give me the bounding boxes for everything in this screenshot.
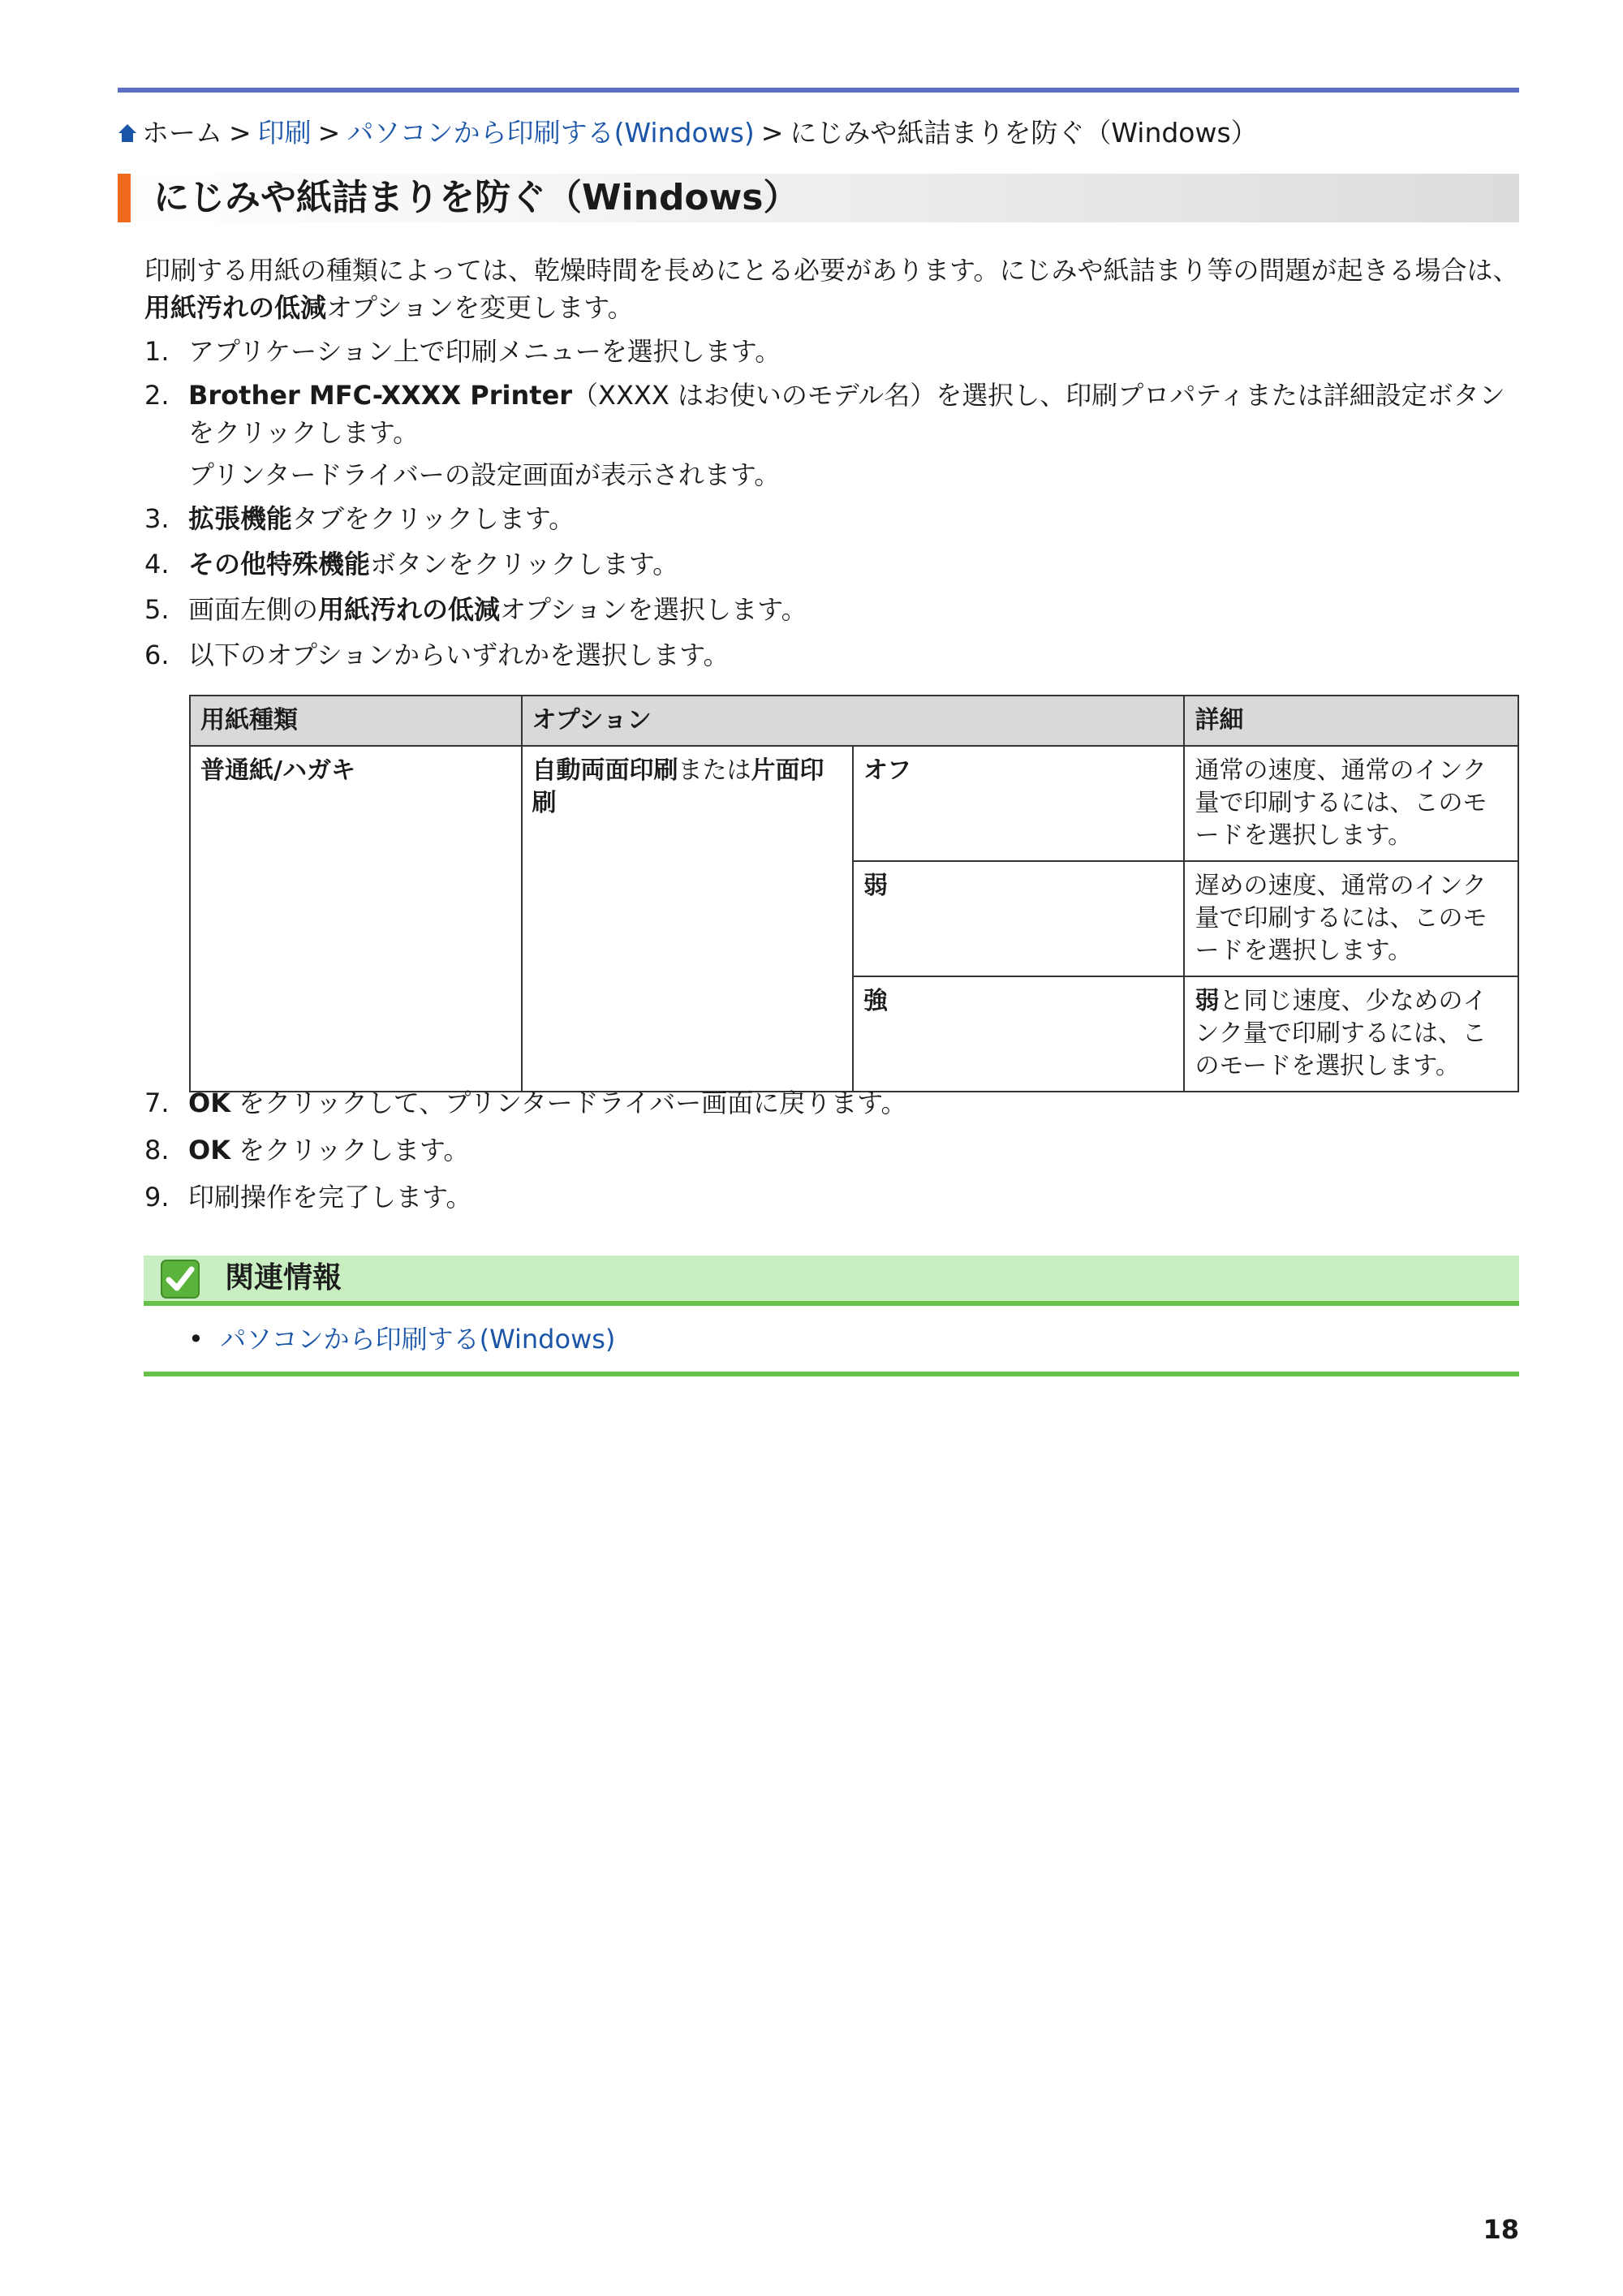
- top-rule: [118, 88, 1519, 93]
- header-paper-type: 用紙種類: [190, 696, 522, 746]
- related-info-header: [144, 1256, 1519, 1306]
- page-number: 18: [1483, 2214, 1519, 2245]
- related-link-pc-print[interactable]: パソコンから印刷する(Windows): [220, 1324, 616, 1355]
- table-row: [190, 746, 1518, 861]
- header-detail: 詳細: [1184, 696, 1518, 746]
- cell-option-weak: 弱: [853, 861, 1184, 976]
- page-title: にじみや紙詰まりを防ぐ（Windows）: [153, 177, 799, 218]
- breadcrumb-home: ホーム: [142, 117, 222, 149]
- cell-detail-weak: 遅めの速度、通常のインク量で印刷するには、このモードを選択します。: [1184, 861, 1518, 976]
- cell-paper-type: 普通紙/ハガキ: [190, 746, 522, 1092]
- title-accent: [118, 174, 131, 222]
- related-info-title: 関連情報: [225, 1261, 342, 1294]
- related-bottom-rule: [144, 1372, 1519, 1376]
- header-option: オプション: [522, 696, 1185, 746]
- breadcrumb-link-pc-print[interactable]: パソコンから印刷する(Windows): [347, 117, 755, 149]
- table-header-row: [190, 696, 1518, 746]
- cell-detail-strong: 弱と同じ速度、少なめのインク量で印刷するには、このモードを選択します。: [1184, 976, 1518, 1092]
- related-list-item: • パソコンから印刷する(Windows): [188, 1324, 616, 1355]
- breadcrumb-current: にじみや紙詰まりを防ぐ（Windows）: [790, 117, 1258, 149]
- title-bar: [118, 174, 1519, 222]
- cell-option-off: オフ: [853, 746, 1184, 861]
- breadcrumb-link-print[interactable]: 印刷: [257, 117, 312, 149]
- cell-detail-off: 通常の速度、通常のインク量で印刷するには、このモードを選択します。: [1184, 746, 1518, 861]
- checkmark-icon: [160, 1259, 200, 1299]
- intro-paragraph: 印刷する用紙の種類によっては、乾燥時間を長めにとる必要があります。にじみや紙詰まり等の問題が起きる場合は、用紙汚れの低減オプションを変更します。: [144, 255, 1519, 323]
- cell-option-strong: 強: [853, 976, 1184, 1092]
- breadcrumb: ホーム > 印刷 > パソコンから印刷する(Windows) > にじみや紙詰まりを防ぐ（Windows）: [118, 115, 1258, 151]
- options-table: [189, 695, 1519, 1092]
- home-icon[interactable]: [118, 123, 137, 144]
- cell-print-mode: 自動両面印刷または片面印刷: [522, 746, 853, 1092]
